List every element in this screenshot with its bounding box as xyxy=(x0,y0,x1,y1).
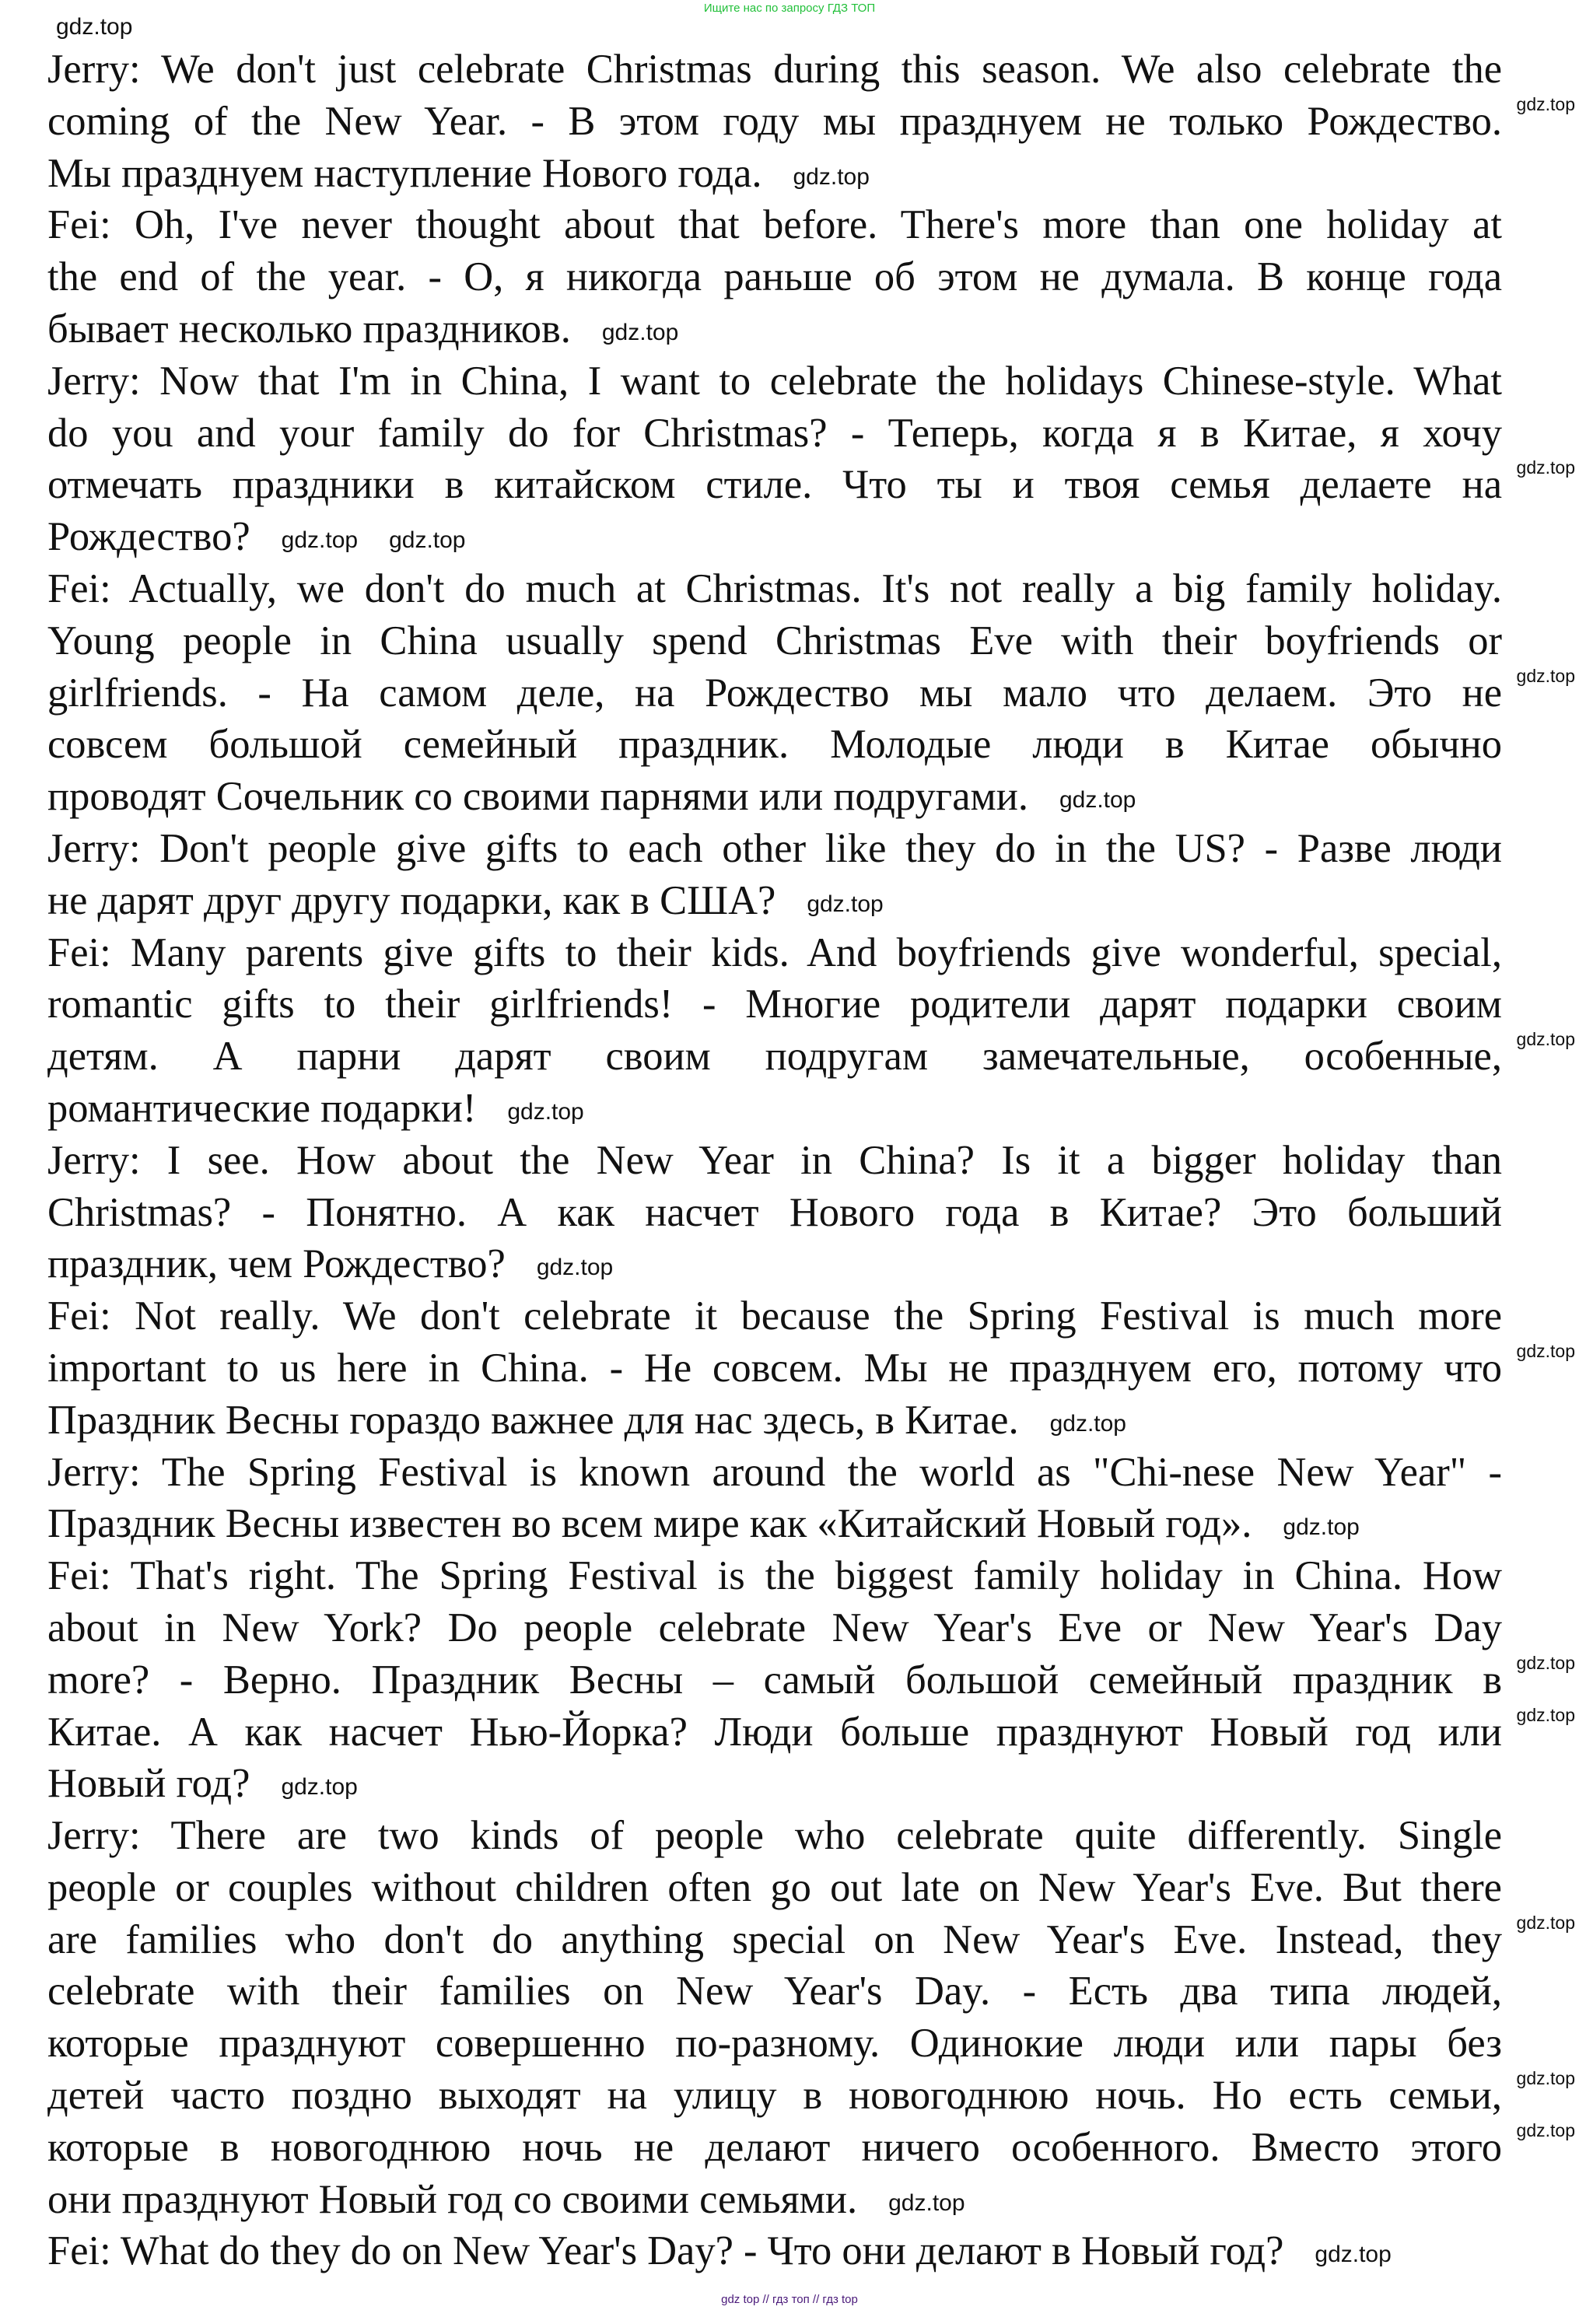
watermark-text: gdz.top xyxy=(281,1774,358,1801)
text-line-content: about in New York? Do people celebrate New Year's Eve or New Year's Day xyxy=(47,1605,1502,1650)
watermark-text: gdz.top xyxy=(1516,1029,1575,1050)
watermark-text: gdz.top xyxy=(536,1255,614,1281)
text-line xyxy=(47,148,1502,200)
watermark-text: gdz.top xyxy=(1315,2242,1392,2268)
text-line-content: романтические подарки! xyxy=(47,1085,477,1131)
watermark-text: gdz.top xyxy=(56,14,133,40)
text-line-content: не дарят друг другу подарки, как в США? xyxy=(47,877,776,923)
text-line-content: Jerry: We don't just celebrate Christmas during this season. We also celebrate the xyxy=(47,47,1502,92)
text-line-content: отмечать праздники в китайском стиле. Что ты и твоя семья делаете на xyxy=(47,462,1502,508)
text-line-content: Fei: Many parents give gifts to their kids. And boyfriends give wonderful, special, xyxy=(47,929,1502,975)
text-line xyxy=(47,1238,1502,1290)
text-line xyxy=(47,2119,1575,2174)
watermark-text: gdz.top xyxy=(1516,457,1575,478)
text-line xyxy=(47,251,1502,303)
text-line xyxy=(47,408,1502,460)
text-line-content: important to us here in China. - Не совсем. Мы не празднуем его, потому что xyxy=(47,1345,1502,1391)
text-line-content: do you and your family do for Christmas? - Теперь, когда я в Китае, я хочу xyxy=(47,410,1502,456)
text-line-content: Young people in China usually spend Christmas Eve with their boyfriends or xyxy=(47,618,1502,663)
watermark-text: gdz.top xyxy=(793,163,870,190)
text-line-content: more? - Верно. Праздник Весны – самый большой семейный праздник в xyxy=(47,1657,1502,1703)
text-line xyxy=(47,665,1575,719)
text-line xyxy=(47,615,1502,667)
text-line-content: Fei: That's right. The Spring Festival is the biggest family holiday in China. How xyxy=(47,1553,1502,1599)
text-line xyxy=(47,1135,1502,1187)
text-line xyxy=(47,1912,1575,1966)
text-line xyxy=(47,1602,1502,1654)
top-bar xyxy=(0,0,1579,44)
text-line-content: праздник, чем Рождество? xyxy=(47,1241,506,1287)
text-line xyxy=(47,978,1502,1031)
text-line-content: Jerry: There are two kinds of people who celebrate quite differently. Single xyxy=(47,1813,1502,1859)
text-line xyxy=(47,1652,1575,1706)
text-line xyxy=(47,511,1502,563)
text-line xyxy=(47,1340,1575,1395)
watermark-text: gdz.top xyxy=(1516,1704,1575,1725)
text-line xyxy=(47,2174,1502,2226)
text-line-content: они празднуют Новый год со своими семьями. xyxy=(47,2176,858,2222)
text-line xyxy=(47,1447,1502,1499)
text-line-content: Китае. А как насчет Нью-Йорка? Люди больше празднуют Новый год или xyxy=(47,1709,1502,1755)
watermark-text: gdz.top xyxy=(1516,1652,1575,1673)
watermark-text: gdz.top xyxy=(807,891,884,917)
text-line xyxy=(47,457,1575,511)
text-line xyxy=(47,1550,1502,1602)
text-line xyxy=(47,2225,1502,2277)
watermark-text: gdz.top xyxy=(601,319,679,345)
text-line-content: Fei: Actually, we don't do much at Christmas. It's not really a big family holiday. xyxy=(47,565,1502,611)
text-line-content: Праздник Весны известен во всем мире как «Китайский Новый год». xyxy=(47,1501,1252,1547)
watermark-text: gdz.top xyxy=(1516,93,1575,114)
text-line-content: детей часто поздно выходят на улицу в новогоднюю ночь. Но есть семьи, xyxy=(47,2073,1502,2119)
text-line-content: coming of the New Year. - В этом году мы празднуем не только Рождество. xyxy=(47,98,1502,144)
watermark-text: gdz.top xyxy=(1516,2068,1575,2089)
text-line xyxy=(47,927,1502,979)
text-line-content: Праздник Весны гораздо важнее для нас здесь, в Китае. xyxy=(47,1397,1019,1443)
text-line-content: Мы празднуем наступление Нового года. xyxy=(47,150,762,196)
text-line-content: Рождество? xyxy=(47,514,250,560)
watermark-text: gdz.top xyxy=(507,1098,584,1125)
text-line xyxy=(47,303,1502,355)
text-line xyxy=(47,1395,1502,1447)
text-line xyxy=(47,1704,1575,1759)
watermark-text: gdz.top xyxy=(1516,2119,1575,2140)
text-line xyxy=(47,93,1575,148)
text-line-content: детям. А парни дарят своим подругам замечательные, особенные, xyxy=(47,1034,1502,1080)
text-line xyxy=(47,1862,1502,1914)
watermark-text: gdz.top xyxy=(888,2189,965,2216)
text-line xyxy=(47,1810,1502,1862)
text-line xyxy=(47,199,1502,251)
text-line-content: бывает несколько праздников. xyxy=(47,306,571,352)
text-line-content: are families who don't do anything special on New Year's Eve. Instead, they xyxy=(47,1916,1502,1962)
text-line xyxy=(47,1187,1502,1239)
text-line-content: Fei: What do they do on New Year's Day? - Что они делают в Новый год? xyxy=(47,2228,1284,2274)
text-line xyxy=(47,2018,1502,2070)
text-line-content: people or couples without children often go out late on New Year's Eve. But there xyxy=(47,1864,1502,1910)
text-line-content: совсем большой семейный праздник. Молодые люди в Китае обычно xyxy=(47,722,1502,768)
header-banner: Ищите нас по запросу ГДЗ ТОП xyxy=(703,2,876,15)
text-line xyxy=(47,771,1502,823)
watermark-text: gdz.top xyxy=(1049,1410,1126,1437)
text-line xyxy=(47,875,1502,927)
text-line-content: Christmas? - Понятно. А как насчет Нового года в Китае? Это больший xyxy=(47,1189,1502,1235)
watermark-text: gdz.top xyxy=(1516,665,1575,686)
text-line xyxy=(47,1758,1502,1810)
text-line-content: которые в новогоднюю ночь не делают ничего особенного. Вместо этого xyxy=(47,2124,1502,2170)
watermark-text: gdz.top xyxy=(1283,1514,1360,1541)
watermark-text: gdz.top xyxy=(389,527,466,554)
text-line-content: girlfriends. - На самом деле, на Рождество мы мало что делаем. Это не xyxy=(47,670,1502,716)
text-line-content: Jerry: Don't people give gifts to each other like they do in the US? - Разве люди xyxy=(47,825,1502,871)
text-line-content: the end of the year. - О, я никогда раньше об этом не думала. В конце года xyxy=(47,254,1502,300)
text-line-content: Fei: Oh, I've never thought about that before. There's more than one holiday at xyxy=(47,202,1502,248)
text-line-content: Jerry: I see. How about the New Year in China? Is it a bigger holiday than xyxy=(47,1137,1502,1183)
text-line xyxy=(47,1290,1502,1342)
text-line-content: celebrate with their families on New Year's Day. - Есть два типа людей, xyxy=(47,1969,1502,2014)
text-line-content: Fei: Not really. We don't celebrate it because the Spring Festival is much more xyxy=(47,1293,1502,1339)
text-line xyxy=(47,1029,1575,1083)
text-line xyxy=(47,44,1502,96)
text-line-content: проводят Сочельник со своими парнями или подругами. xyxy=(47,774,1028,820)
text-line xyxy=(47,355,1502,408)
text-line xyxy=(47,1083,1502,1135)
text-line xyxy=(47,1965,1502,2018)
footer-banner: gdz top // гдз топ // гдз top xyxy=(721,2293,858,2307)
text-line xyxy=(47,719,1502,771)
text-line xyxy=(47,1498,1502,1550)
watermark-text: gdz.top xyxy=(1516,1340,1575,1361)
watermark-text: gdz.top xyxy=(1516,1912,1575,1933)
text-line-content: Jerry: Now that I'm in China, I want to celebrate the holidays Chinese-style. What xyxy=(47,358,1502,404)
text-line-content: которые празднуют совершенно по-разному. Одинокие люди или пары без xyxy=(47,2021,1502,2067)
watermark-text: gdz.top xyxy=(281,527,359,554)
text-line xyxy=(47,823,1502,875)
text-line-content: Новый год? xyxy=(47,1761,250,1807)
text-line xyxy=(47,2068,1575,2122)
text-line-content: Jerry: The Spring Festival is known around the world as "Chi-nese New Year" - xyxy=(47,1449,1502,1495)
text-line xyxy=(47,563,1502,615)
dialogue-text xyxy=(47,44,1575,2277)
watermark-text: gdz.top xyxy=(1059,787,1136,814)
text-line-content: romantic gifts to their girlfriends! - Многие родители дарят подарки своим xyxy=(47,982,1502,1027)
